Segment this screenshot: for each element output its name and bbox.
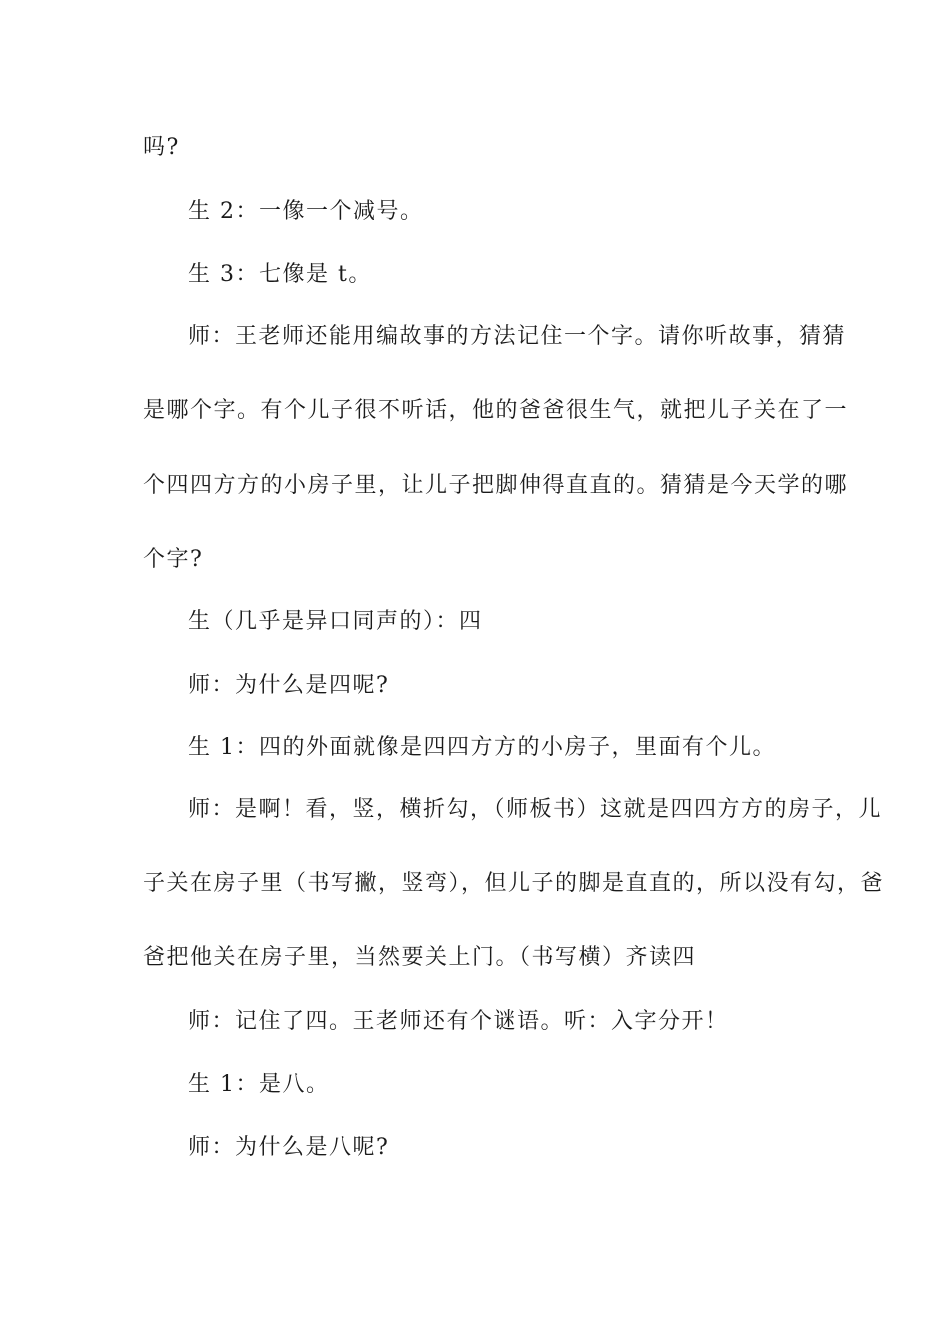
text-line: 师：王老师还能用编故事的方法记住一个字。请你听故事，猜猜 bbox=[188, 324, 847, 349]
text-line: 个四四方方的小房子里，让儿子把脚伸得直直的。猜猜是今天学的哪 bbox=[143, 473, 849, 498]
text-line: 师：记住了四。王老师还有个谜语。听：入字分开！ bbox=[188, 1009, 729, 1034]
text-line: 生 1：四的外面就像是四四方方的小房子，里面有个儿。 bbox=[188, 735, 776, 760]
text-line: 生（几乎是异口同声的）：四 bbox=[188, 609, 483, 634]
text-line: 吗? bbox=[143, 135, 180, 160]
text-line: 个字? bbox=[143, 547, 204, 572]
text-line: 是哪个字。有个儿子很不听话，他的爸爸很生气，就把儿子关在了一 bbox=[143, 398, 849, 423]
text-line: 爸把他关在房子里，当然要关上门。（书写横）齐读四 bbox=[143, 945, 697, 970]
text-line: 师：是啊！看，竖，横折勾，（师板书）这就是四四方方的房子，儿 bbox=[188, 797, 883, 822]
text-line: 生 2：一像一个减号。 bbox=[188, 199, 424, 224]
text-line: 子关在房子里（书写撇，竖弯），但儿子的脚是直直的，所以没有勾，爸 bbox=[143, 871, 885, 896]
text-line: 生 1：是八。 bbox=[188, 1072, 330, 1097]
text-line: 生 3：七像是 t。 bbox=[188, 262, 372, 287]
text-line: 师：为什么是八呢? bbox=[188, 1135, 390, 1160]
text-line: 师：为什么是四呢? bbox=[188, 673, 390, 698]
